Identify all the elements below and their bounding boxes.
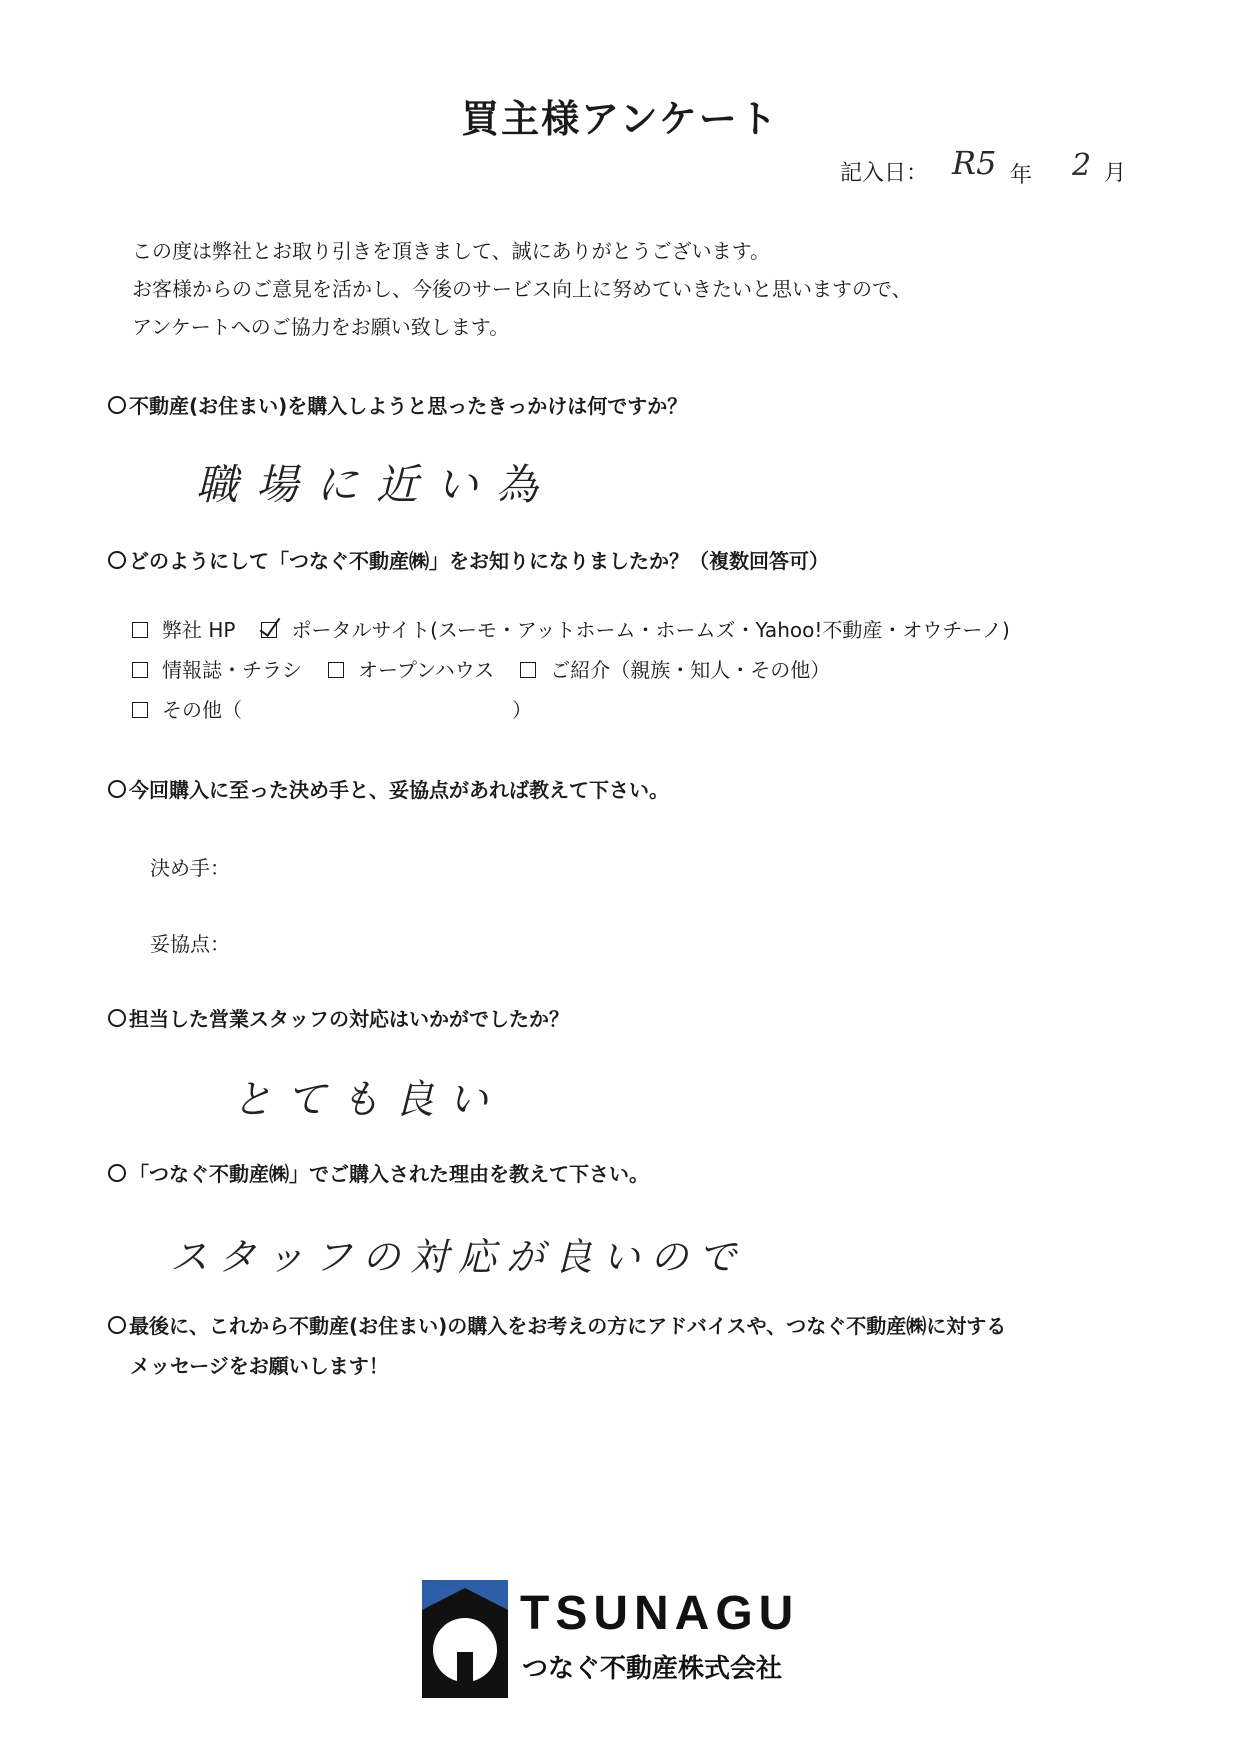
circle-icon xyxy=(108,1316,126,1334)
question-1-text: 不動産(お住まい)を購入しようと思ったきっかけは何ですか？ xyxy=(129,394,688,418)
intro-line: お客様からのご意見を活かし、今後のサービス向上に努めていきたいと思いますので、 xyxy=(132,277,912,301)
answer-1: 職場に近い為 xyxy=(196,460,557,509)
question-5-text: 「つなぐ不動産㈱」でご購入された理由を教えて下さい。 xyxy=(129,1162,649,1186)
question-4 xyxy=(108,1003,569,1032)
page-title: 買主様アンケート xyxy=(461,97,779,141)
intro-text xyxy=(132,232,912,346)
circle-icon xyxy=(108,551,126,569)
circle-icon xyxy=(108,396,126,414)
date-era-year: R5 xyxy=(952,144,997,182)
house-logo-icon xyxy=(422,1580,508,1698)
option-company-hp[interactable]: 弊社 HP xyxy=(132,610,235,650)
circle-icon xyxy=(108,780,126,798)
question-2 xyxy=(108,545,829,574)
checkbox-checked-icon[interactable] xyxy=(261,622,277,638)
question-3-text: 今回購入に至った決め手と、妥協点があれば教えて下さい。 xyxy=(129,778,669,802)
answer-4: とても良い xyxy=(232,1077,502,1123)
date-label: 記入日： xyxy=(840,161,929,186)
date-month: 2 xyxy=(1072,148,1092,183)
logo-wordmark: TSUNAGU xyxy=(520,1587,800,1640)
checkbox-icon[interactable] xyxy=(132,702,148,718)
decision-label: 決め手： xyxy=(150,856,230,880)
source-options xyxy=(132,610,1036,730)
date-month-unit: 月 xyxy=(1104,161,1127,186)
circle-icon xyxy=(108,1009,126,1027)
option-portal-site[interactable]: ポータルサイト(スーモ・アットホーム・ホームズ・Yahoo!不動産・オウチーノ) xyxy=(261,610,1009,650)
answer-5: スタッフの対応が良いので xyxy=(170,1235,747,1279)
checkbox-icon[interactable] xyxy=(132,622,148,638)
checkbox-icon[interactable] xyxy=(328,662,344,678)
compromise-label: 妥協点： xyxy=(150,932,230,956)
question-6-line1: 最後に、これから不動産(お住まい)の購入をお考えの方にアドバイスや、つなぐ不動産㈱に対する xyxy=(129,1314,1007,1338)
question-5 xyxy=(108,1158,649,1187)
question-6-line2: メッセージをお願いします！ xyxy=(130,1354,389,1378)
question-2-text: どのようにして「つなぐ不動産㈱」をお知りになりましたか？（複数回答可） xyxy=(129,549,829,573)
company-logo xyxy=(422,1580,822,1700)
option-magazine-flyer[interactable]: 情報誌・チラシ xyxy=(132,650,302,690)
question-1 xyxy=(108,390,687,419)
question-4-text: 担当した営業スタッフの対応はいかがでしたか？ xyxy=(129,1007,569,1031)
checkbox-icon[interactable] xyxy=(520,662,536,678)
question-3 xyxy=(108,774,669,803)
option-other[interactable]: その他（ ） xyxy=(132,690,532,730)
circle-icon xyxy=(108,1164,126,1182)
option-referral[interactable]: ご紹介（親族・知人・その他） xyxy=(520,650,830,690)
intro-line: この度は弊社とお取り引きを頂きまして、誠にありがとうございます。 xyxy=(132,239,770,263)
intro-line: アンケートへのご協力をお願い致します。 xyxy=(132,315,510,339)
checkbox-icon[interactable] xyxy=(132,662,148,678)
question-6 xyxy=(108,1310,1006,1339)
logo-company-name: つなぐ不動産株式会社 xyxy=(522,1654,783,1684)
date-year-unit: 年 xyxy=(1010,163,1033,188)
option-open-house[interactable]: オープンハウス xyxy=(328,650,494,690)
